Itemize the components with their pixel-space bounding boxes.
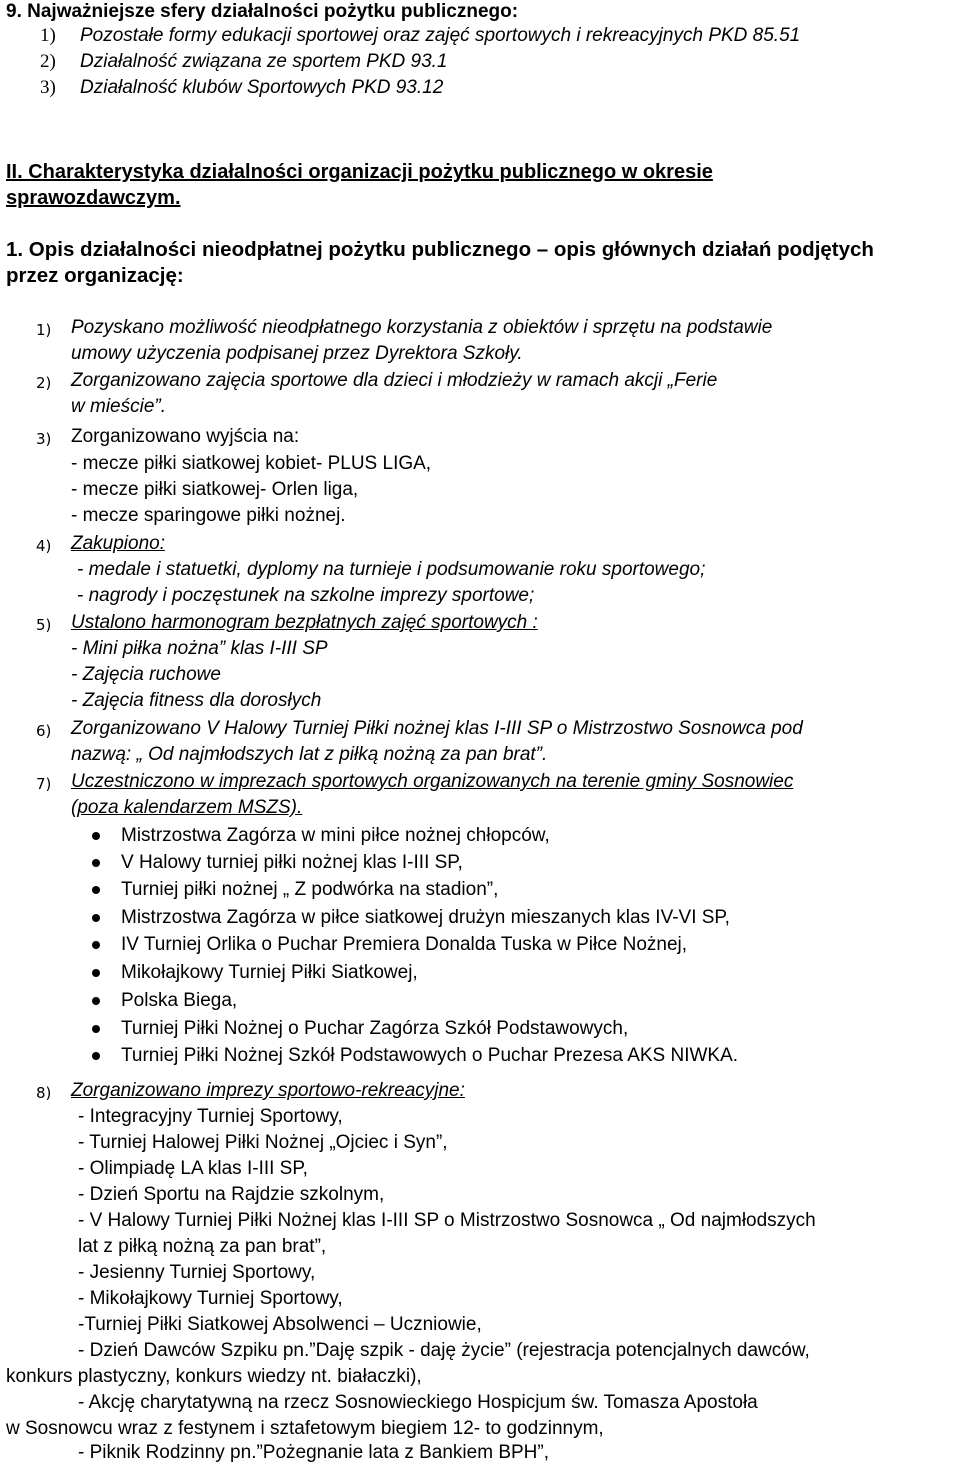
item-2-line2: w mieście”. [71,396,167,417]
list-number: 7) [36,775,52,793]
bullet-icon [92,1052,100,1060]
event-line: - Akcję charytatywną na rzecz Sosnowieckiego Hospicjum św. Tomasza Apostoła [78,1392,758,1413]
section-1-heading-line2: przez organizację: [6,264,184,287]
list-number: 4) [36,537,52,555]
event-line: - Integracyjny Turniej Sportowy, [78,1106,343,1127]
event-line: - Piknik Rodzinny pn.”Pożegnanie lata z Bankiem BPH”, [78,1442,550,1463]
bullet-item: Mikołajkowy Turniej Piłki Siatkowej, [121,962,418,983]
item-5-sub: - Zajęcia fitness dla dorosłych [71,690,322,711]
event-line: -Turniej Piłki Siatkowej Absolwenci – Uczniowie, [78,1314,482,1335]
item-1-line2: umowy użyczenia podpisanej przez Dyrektora Szkoły. [71,343,523,364]
item-1-line1: Pozyskano możliwość nieodpłatnego korzystania z obiektów i sprzętu na podstawie [71,317,773,338]
bullet-icon [92,914,100,922]
pkd-item-1: Pozostałe formy edukacji sportowej oraz zajęć sportowych i rekreacyjnych PKD 85.51 [80,25,801,46]
item-5-sub: - Mini piłka nożna” klas I-III SP [71,638,328,659]
list-number: 8) [36,1084,52,1102]
bullet-icon [92,886,100,894]
item-5-title: Ustalono harmonogram bezpłatnych zajęć sportowych : [71,612,538,633]
list-number: 6) [36,722,52,740]
bullet-item: Turniej Piłki Nożnej o Puchar Zagórza Szkół Podstawowych, [121,1018,629,1039]
item-3-sub: - mecze piłki siatkowej- Orlen liga, [71,479,359,500]
item-5-sub: - Zajęcia ruchowe [71,664,221,685]
bullet-item: IV Turniej Orlika o Puchar Premiera Donalda Tuska w Piłce Nożnej, [121,934,688,955]
bullet-item: Turniej piłki nożnej „ Z podwórka na stadion”, [121,879,499,900]
item-7-line1: Uczestniczono w imprezach sportowych organizowanych na terenie gminy Sosnowiec [71,771,794,792]
item-3-sub: - mecze sparingowe piłki nożnej. [71,505,346,526]
pkd-item-2: Działalność związana ze sportem PKD 93.1 [80,51,448,72]
pkd-item-number: 2) [40,51,56,72]
event-line: w Sosnowcu wraz z festynem i sztafetowym biegiem 12- to godzinnym, [6,1418,604,1439]
bullet-icon [92,969,100,977]
event-line: lat z piłką nożną za pan brat”, [78,1236,327,1257]
bullet-icon [92,997,100,1005]
list-number: 5) [36,616,52,634]
list-number: 1) [36,321,52,339]
event-line: - Jesienny Turniej Sportowy, [78,1262,316,1283]
item-3-title: Zorganizowano wyjścia na: [71,426,300,447]
section-1-heading-line1: 1. Opis działalności nieodpłatnej pożytku publicznego – opis głównych działań podjętych [6,238,874,261]
item-2-line1: Zorganizowano zajęcia sportowe dla dzieci i młodzieży w ramach akcji „Ferie [71,370,718,391]
event-line: - Turniej Halowej Piłki Nożnej „Ojciec i Syn”, [78,1132,448,1153]
item-8-title: Zorganizowano imprezy sportowo-rekreacyjne: [71,1080,465,1101]
list-number: 3) [36,430,52,448]
item-4-sub: - nagrody i poczęstunek na szkolne imprezy sportowe; [77,585,535,606]
item-6-line1: Zorganizowano V Halowy Turniej Piłki nożnej klas I-III SP o Mistrzostwo Sosnowca pod [71,718,803,739]
event-line: konkurs plastyczny, konkurs wiedzy nt. białaczki), [6,1366,422,1387]
pkd-item-3: Działalność klubów Sportowych PKD 93.12 [80,77,444,98]
bullet-icon [92,1025,100,1033]
pkd-item-number: 3) [40,77,56,98]
bullet-item: Turniej Piłki Nożnej Szkół Podstawowych o Puchar Prezesa AKS NIWKA. [121,1045,739,1066]
bullet-item: Mistrzostwa Zagórza w piłce siatkowej drużyn mieszanych klas IV-VI SP, [121,907,730,928]
bullet-item: V Halowy turniej piłki nożnej klas I-III SP, [121,852,463,873]
bullet-item: Mistrzostwa Zagórza w mini piłce nożnej chłopców, [121,825,550,846]
event-line: - V Halowy Turniej Piłki Nożnej klas I-III SP o Mistrzostwo Sosnowca „ Od najmłodszych [78,1210,816,1231]
event-line: - Dzień Dawców Szpiku pn.”Daję szpik - daję życie” (rejestracja potencjalnych dawców, [78,1340,810,1361]
section-2-heading-line1: II. Charakterystyka działalności organizacji pożytku publicznego w okresie [6,161,713,183]
item-3-sub: - mecze piłki siatkowej kobiet- PLUS LIGA, [71,453,432,474]
bullet-icon [92,832,100,840]
event-line: - Dzień Sportu na Rajdzie szkolnym, [78,1184,385,1205]
item-6-line2: nazwą: „ Od najmłodszych lat z piłką nożną za pan brat”. [71,744,548,765]
bullet-icon [92,859,100,867]
list-number: 2) [36,374,52,392]
section-9-heading: 9. Najważniejsze sfery działalności pożytku publicznego: [6,1,519,22]
event-line: - Olimpiadę LA klas I-III SP, [78,1158,308,1179]
item-7-line2: (poza kalendarzem MSZS). [71,797,303,818]
section-2-heading-line2: sprawozdawczym. [6,187,181,209]
bullet-icon [92,941,100,949]
item-4-title: Zakupiono: [71,533,166,554]
event-line: - Mikołajkowy Turniej Sportowy, [78,1288,343,1309]
item-4-sub: - medale i statuetki, dyplomy na turnieje i podsumowanie roku sportowego; [77,559,706,580]
pkd-item-number: 1) [40,25,56,46]
bullet-item: Polska Biega, [121,990,238,1011]
